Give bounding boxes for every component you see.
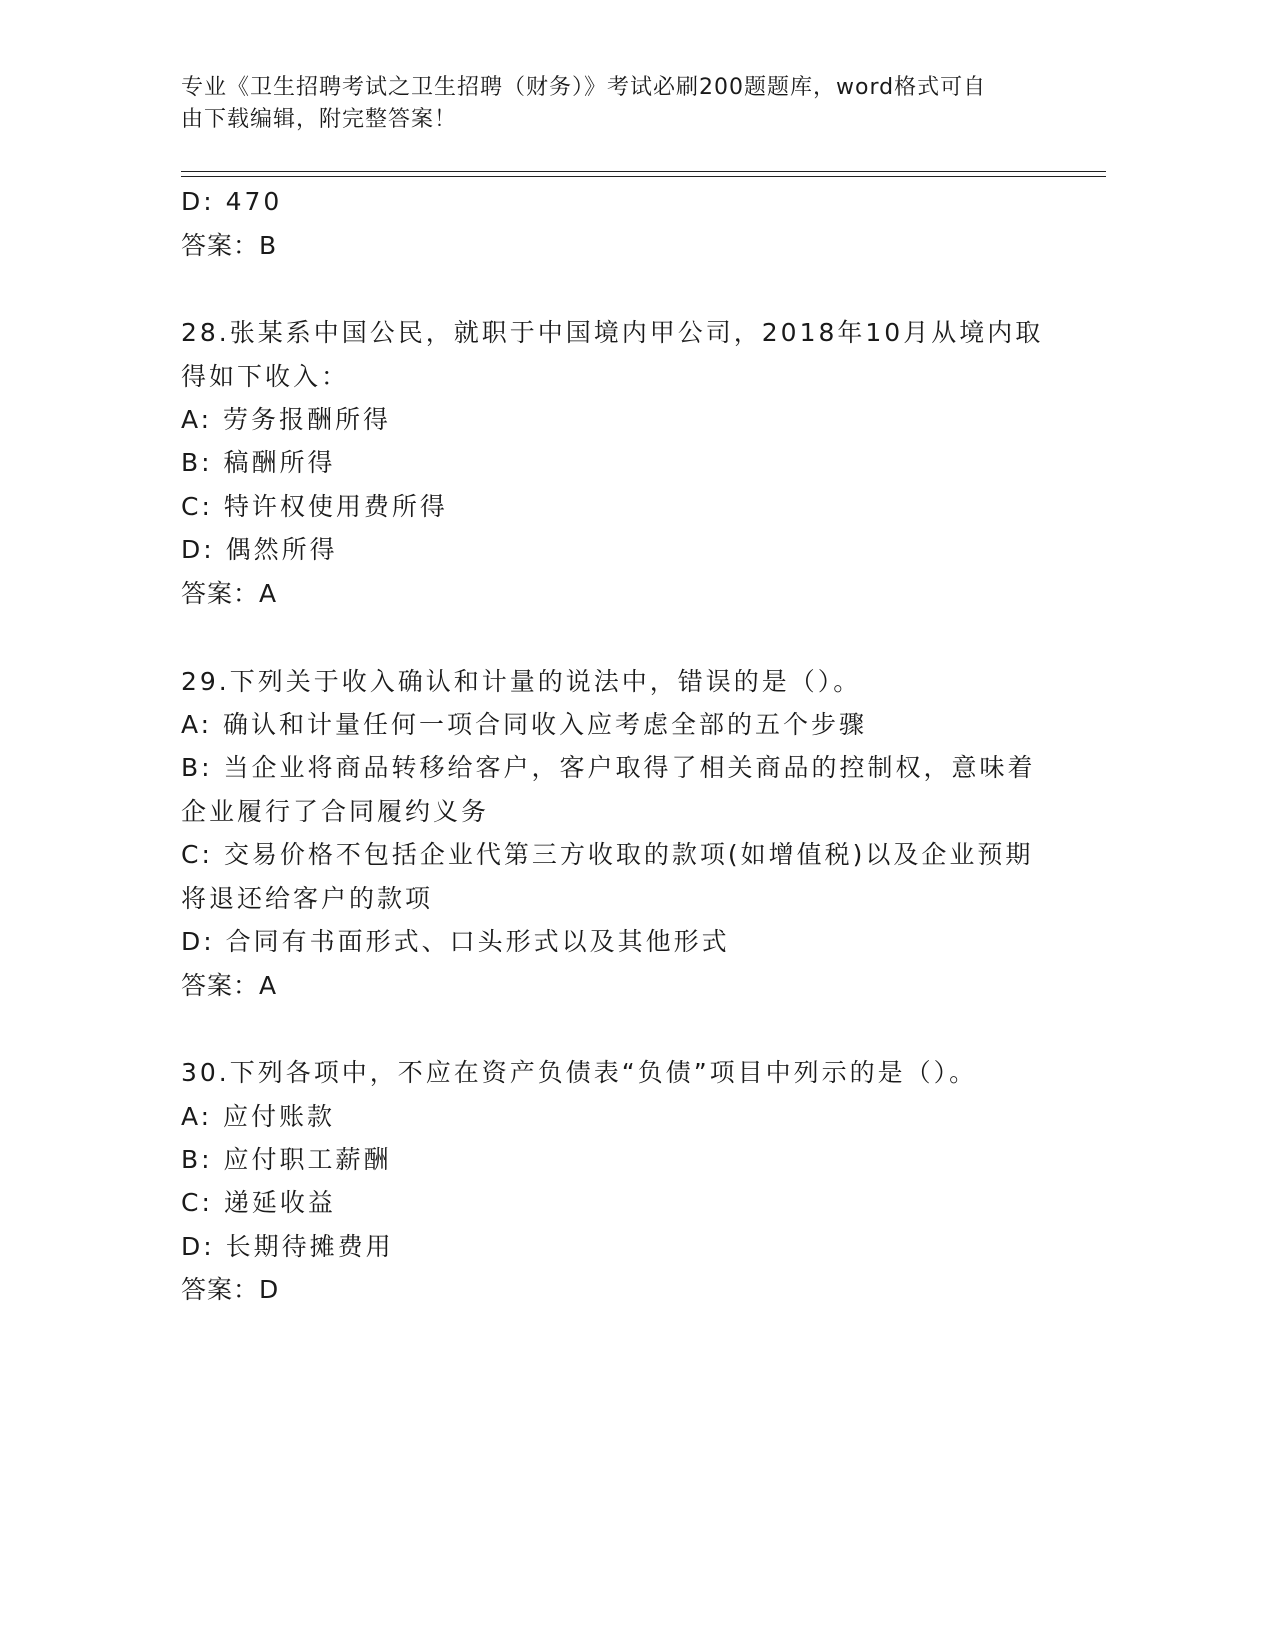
header-divider-bottom [181,176,1106,177]
q30-option-b: B: 应付职工薪酬 [181,1145,392,1174]
q29-option-a: A: 确认和计量任何一项合同收入应考虑全部的五个步骤 [181,710,868,739]
header-line-2: 由下载编辑，附完整答案！ [181,107,458,132]
q28-option-b: B: 稿酬所得 [181,448,336,477]
prev-option-d: D: 470 [181,187,283,216]
document-header [181,72,1041,136]
header-line-1: 专业《卫生招聘考试之卫生招聘（财务）》考试必刷200题题库，word格式可自 [181,75,987,100]
q28-answer: 答案：A [181,579,278,608]
q30-option-a: A: 应付账款 [181,1102,336,1131]
q30-option-c: C: 递延收益 [181,1188,336,1217]
q28-stem-line-2: 得如下收入： [181,362,350,391]
q28-stem-line-1: 28.张某系中国公民，就职于中国境内甲公司，2018年10月从境内取 [181,318,1044,347]
q29-option-c-line-1: C: 交易价格不包括企业代第三方收取的款项(如增值税)以及企业预期 [181,840,1034,869]
q29-answer: 答案：A [181,971,278,1000]
q28-option-c: C: 特许权使用费所得 [181,492,448,521]
q29-option-b-line-1: B: 当企业将商品转移给客户，客户取得了相关商品的控制权，意味着 [181,753,1036,782]
q30-answer: 答案：D [181,1275,280,1304]
q30-stem: 30.下列各项中，不应在资产负债表“负债”项目中列示的是（）。 [181,1058,978,1087]
q29-option-d: D: 合同有书面形式、口头形式以及其他形式 [181,927,730,956]
q28-option-d: D: 偶然所得 [181,535,338,564]
q29-option-c-line-2: 将退还给客户的款项 [181,884,434,913]
q28-option-a: A: 劳务报酬所得 [181,405,392,434]
header-divider-top [181,171,1106,172]
q29-option-b-line-2: 企业履行了合同履约义务 [181,797,490,826]
prev-answer: 答案：B [181,231,278,260]
q29-stem: 29.下列关于收入确认和计量的说法中，错误的是（）。 [181,667,862,696]
q30-option-d: D: 长期待摊费用 [181,1232,394,1261]
